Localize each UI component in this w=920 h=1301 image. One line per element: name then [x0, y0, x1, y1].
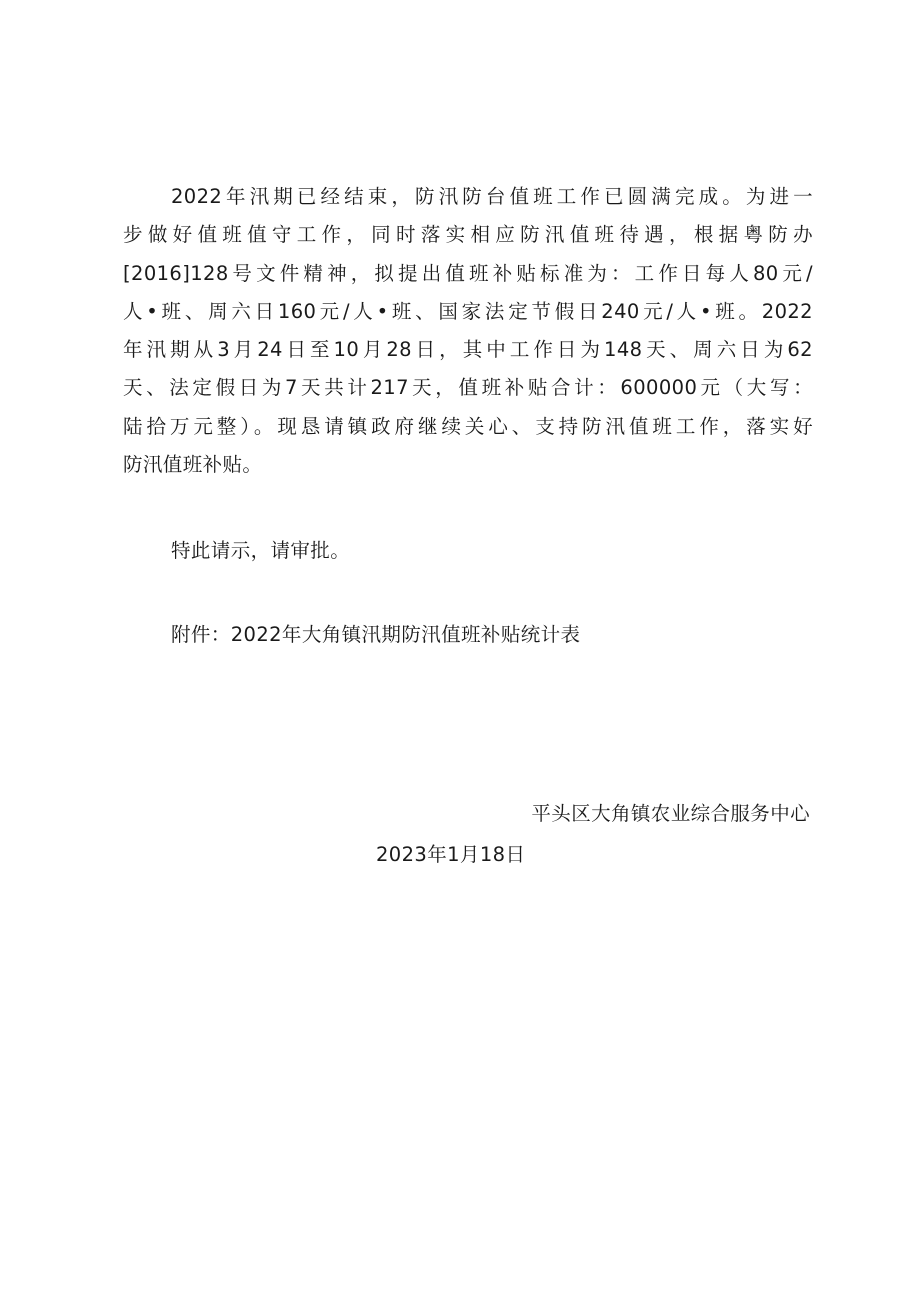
request-body: [123, 178, 813, 484]
body-line-4: 人•班、周六日160元/人•班、国家法定节假日240元/人•班。2022: [123, 299, 813, 323]
signature-date: 2023年1月18日: [376, 843, 526, 866]
signature-organization: 平头区大角镇农业综合服务中心: [531, 802, 810, 825]
body-line-1: 2022年汛期已经结束，防汛防台值班工作已圆满完成。为进一: [171, 185, 813, 208]
body-line-8: 防汛值班补贴。: [123, 453, 263, 477]
body-line-6: 天、法定假日为7天共计217天，值班补贴合计：600000元（大写：: [123, 376, 813, 400]
closing-request: 特此请示，请审批。: [171, 539, 351, 562]
body-line-2: 步做好值班值守工作，同时落实相应防汛值班待遇，根据粤防办: [123, 223, 813, 247]
body-line-3: [2016]128号文件精神，拟提出值班补贴标准为：工作日每人80元/: [123, 261, 813, 285]
body-line-5: 年汛期从3月24日至10月28日，其中工作日为148天、周六日为62: [123, 338, 813, 362]
attachment-note: 附件：2022年大角镇汛期防汛值班补贴统计表: [171, 623, 581, 646]
body-line-7: 陆拾万元整）。现恳请镇政府继续关心、支持防汛值班工作，落实好: [123, 414, 813, 438]
